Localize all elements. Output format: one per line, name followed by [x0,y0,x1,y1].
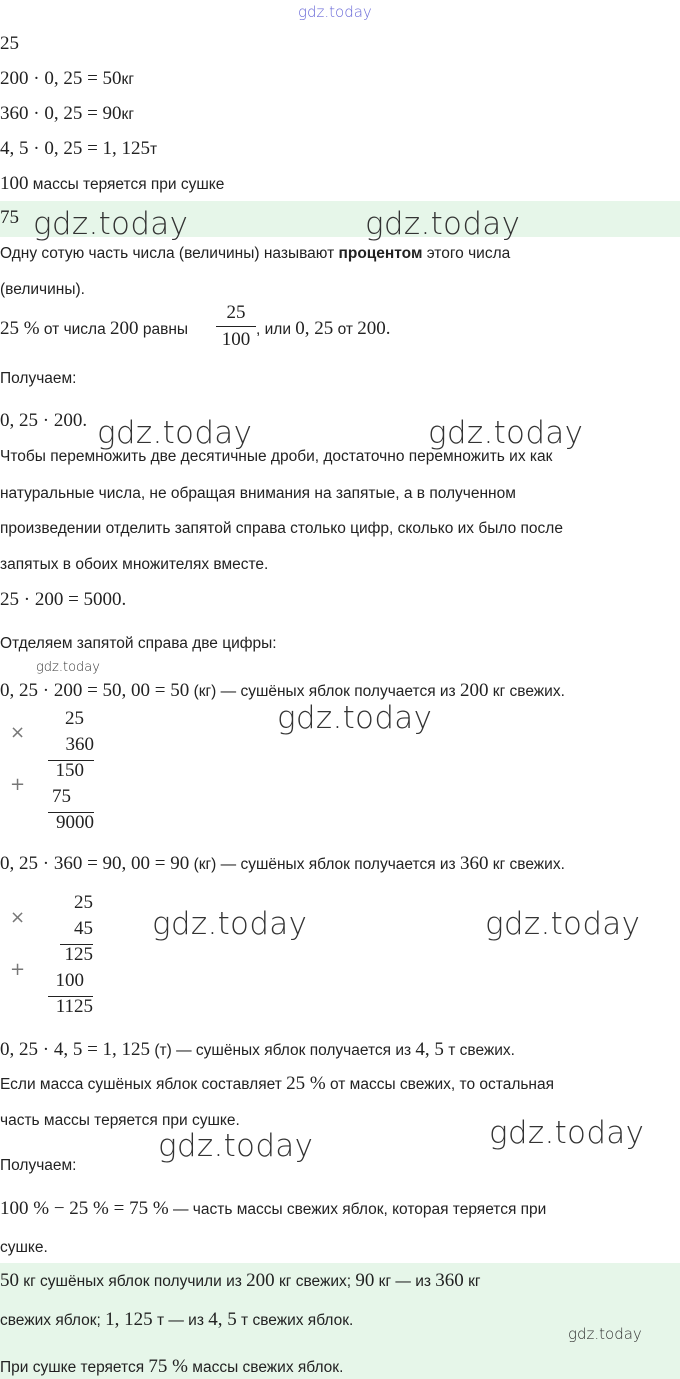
math: 25 % [286,1073,326,1094]
text: массы теряется при сушке [28,176,225,193]
text: этого числа [422,245,511,262]
text: равны [138,321,189,338]
answer-line-3 [0,1356,343,1378]
math: 0, 25 [295,318,334,339]
remaining-mass-line-2: часть массы теряется при сушке. [0,1112,240,1129]
column-row: 100 [55,970,84,991]
math: 200 [246,1270,275,1291]
math-expr: 360 · 0, 25 = 90 [0,103,122,124]
fraction-denominator: 100 [221,329,251,350]
line-75: 75 [0,207,19,228]
text: (кг) — сушёных яблок получается из [189,856,460,873]
text: т — из [152,1312,209,1329]
definition-line-1 [0,245,510,263]
math: 4, 5 [208,1309,237,1330]
column-row: 45 [74,918,93,939]
line-200-calc [0,68,134,90]
text: Если масса сушёных яблок составляет [0,1076,287,1093]
math-expr: 4, 5 · 0, 25 = 1, 125 [0,138,151,159]
math: 200 [110,318,139,339]
math: 200 [459,680,489,701]
text: , или [256,321,296,338]
text: массы свежих яблок. [188,1359,344,1376]
plus-sign: + [10,774,26,795]
plus-sign: + [10,959,26,980]
result-45-line [0,1039,515,1061]
line-360-calc [0,103,134,125]
result-360-line [0,853,565,875]
math-expr: 200 · 0, 25 = 50 [0,68,122,89]
unit: кг [121,106,134,123]
column-row: 360 [65,734,94,755]
column-row: 1125 [55,996,93,1017]
watermark-small: gdz.today [568,1325,642,1343]
result-200-line [0,680,565,702]
percent-loss-line-2: сушке. [0,1239,48,1256]
percent-of-200-tail [256,318,391,340]
fraction-numerator: 25 [226,302,246,323]
text: от [333,321,358,338]
text: — часть массы свежих яблок, которая теряется при [168,1201,547,1218]
text: кг сушёных яблок получили из [19,1273,247,1290]
math: 1, 125 [105,1309,153,1330]
math: 4, 5 [415,1039,444,1060]
text: свежих яблок; [0,1312,106,1329]
watermark: gdz.today [33,206,189,242]
text: (т) — сушёных яблок получается из [150,1042,416,1059]
column-row: 125 [64,944,93,965]
text: кг свежих. [488,683,565,700]
watermark: gdz.today [152,906,308,942]
unit: т [150,141,158,158]
watermark: gdz.today [485,906,641,942]
watermark: gdz.today [489,1115,645,1151]
rule-line-1: Чтобы перемножить две десятичные дроби, достаточно перемножить их как [0,448,553,465]
text: т свежих яблок. [236,1312,354,1329]
column-row: 75 [52,786,71,807]
rule-line-2: натуральные числа, не обращая внимания на запятые, а в полученном [0,485,516,502]
watermark: gdz.today [277,700,433,736]
term-percent: процентом [338,245,423,262]
column-row: 25 [74,892,93,913]
percent-of-200-line [0,318,188,340]
math: 25 % [0,318,40,339]
math-num: 100 [0,173,29,194]
multiply-sign: × [10,907,26,928]
fraction-bar [216,326,256,327]
watermark-small: gdz.today [36,660,100,675]
math: 200. [357,318,391,339]
remaining-mass-line-1 [0,1073,554,1095]
column-row: 9000 [56,812,94,833]
we-get-label-2: Получаем: [0,1157,77,1174]
text: кг — из [374,1273,436,1290]
fraction-25-100 [216,302,256,351]
watermark-top: gdz.today [298,3,372,21]
text: кг свежих; [274,1273,356,1290]
math: 75 % [148,1356,188,1377]
unit: кг [121,71,134,88]
math: 100 % − 25 % = 75 % [0,1198,169,1219]
text: (кг) — сушёных яблок получается из [189,683,460,700]
rule-line-3: произведении отделить запятой справа столько цифр, сколько их было после [0,520,563,537]
answer-line-2 [0,1309,353,1331]
line-45-calc [0,138,157,160]
watermark: gdz.today [428,415,584,451]
answer-line-1 [0,1270,481,1292]
product-expr: 0, 25 · 200. [0,410,88,431]
text: При сушке теряется [0,1359,149,1376]
text: т свежих. [443,1042,515,1059]
multiply-sign: × [10,722,26,743]
math: 50 [0,1270,19,1291]
watermark: gdz.today [158,1128,314,1164]
text: кг [463,1273,481,1290]
product-25-200: 25 · 200 = 5000. [0,589,127,610]
text: от числа [39,321,111,338]
percent-loss-line [0,1198,546,1220]
math: 0, 25 · 4, 5 = 1, 125 [0,1039,151,1060]
definition-line-2: (величины). [0,281,85,298]
math: 0, 25 · 360 = 90, 00 = 90 [0,853,190,874]
column-row: 25 [65,708,84,729]
math: 0, 25 · 200 = 50, 00 = 50 [0,680,190,701]
line-25: 25 [0,33,19,54]
text: от массы свежих, то остальная [325,1076,555,1093]
watermark: gdz.today [365,206,521,242]
we-get-label: Получаем: [0,370,77,387]
rule-line-4: запятых в обоих множителях вместе. [0,556,269,573]
math: 90 [355,1270,375,1291]
column-row: 150 [55,760,84,781]
line-100-loss [0,173,224,195]
math: 360 [459,853,489,874]
math: 360 [435,1270,464,1291]
separate-digits-line: Отделяем запятой справа две цифры: [0,635,277,652]
text: кг свежих. [488,856,565,873]
text: Одну сотую часть числа (величины) называют [0,245,339,262]
watermark: gdz.today [97,415,253,451]
